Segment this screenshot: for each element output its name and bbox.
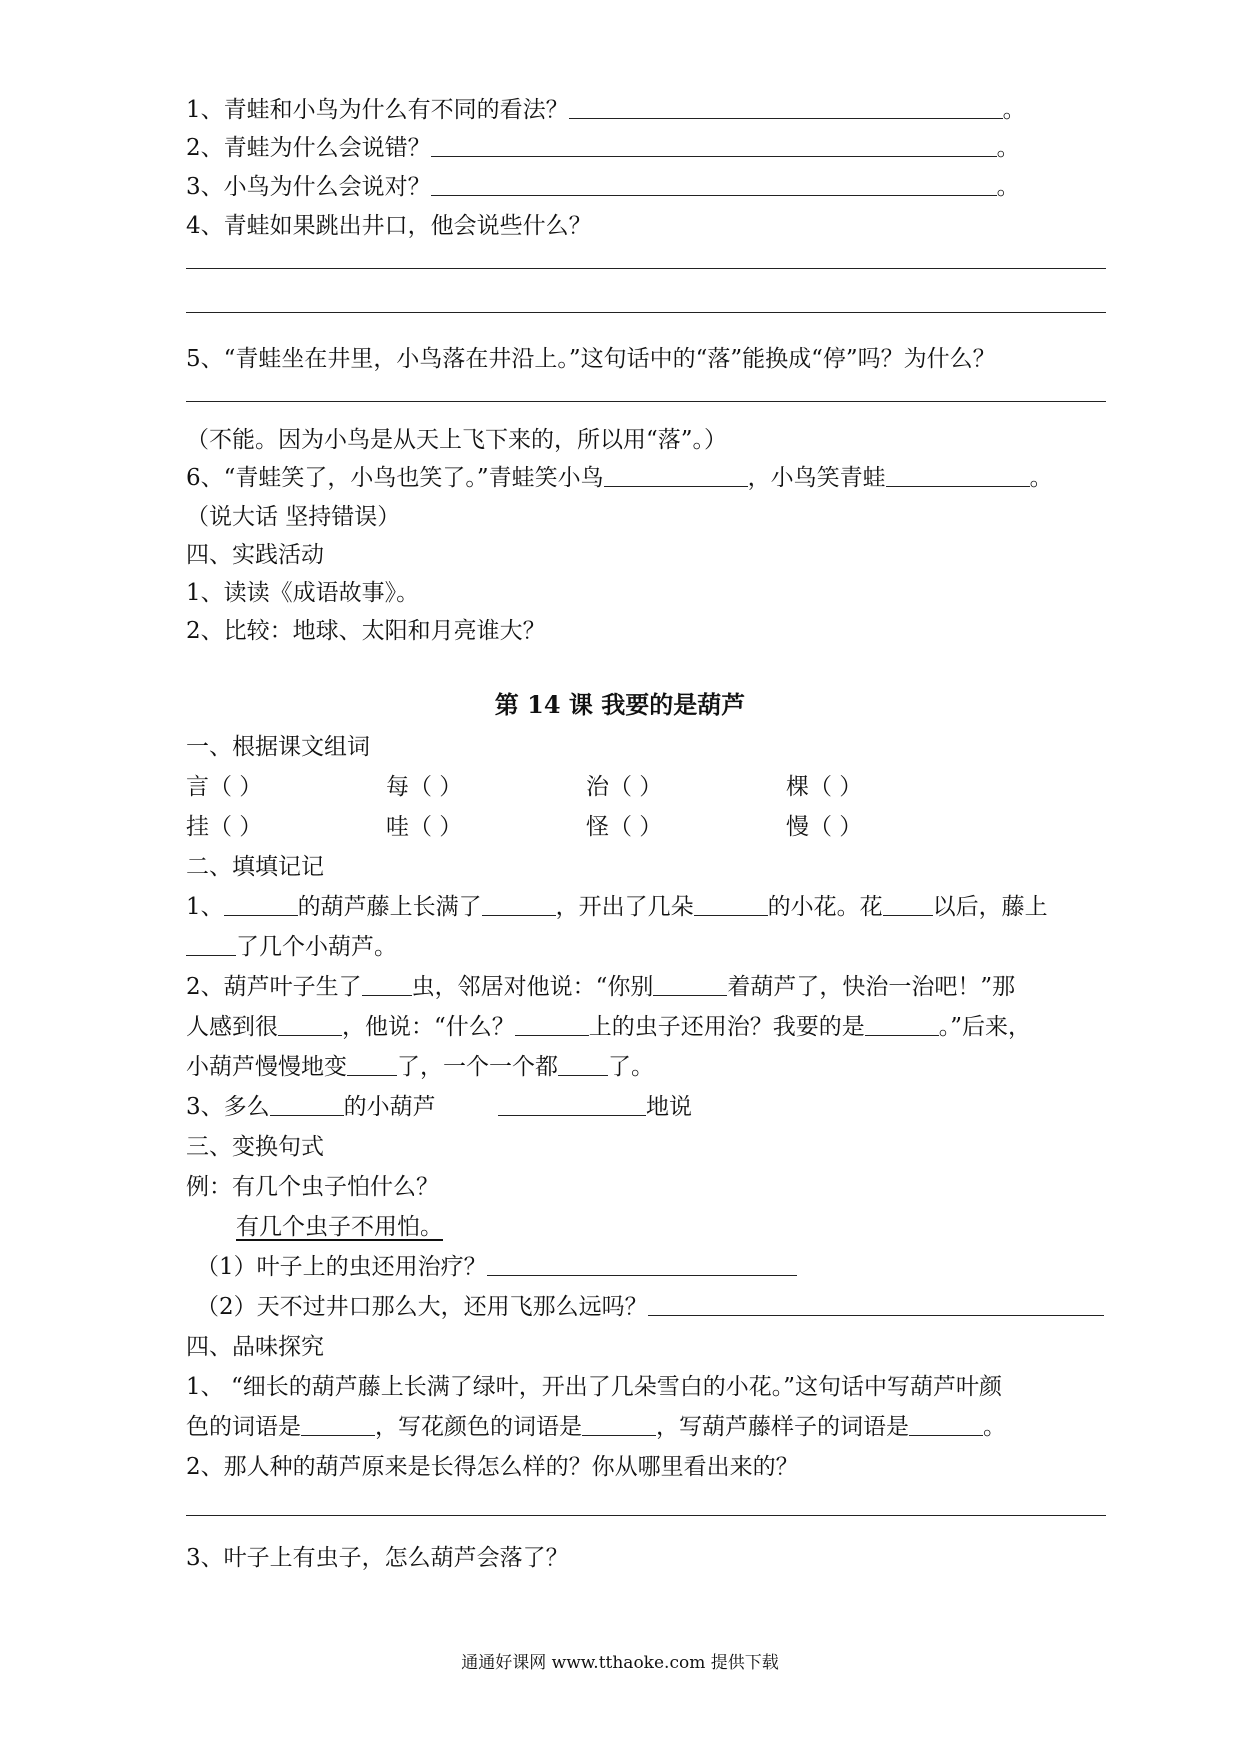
answer-blank[interactable]: [648, 1295, 1104, 1316]
fill-item-2-cont: 人感到很 ，他说：“什么？ 上的虫子还用治？我要的是 。”后来，: [186, 1014, 1032, 1040]
answer-blank[interactable]: [694, 895, 768, 916]
answer-blank[interactable]: [498, 1095, 646, 1116]
question-1: 1、青蛙和小鸟为什么有不同的看法？ 。: [186, 97, 1026, 123]
answer-blank[interactable]: [270, 1095, 344, 1116]
practice-item-1: 1、读读《成语故事》。: [186, 580, 420, 606]
explore-item-1: 1、 “细长的葫芦藤上长满了绿叶，开出了几朵雪白的小花。”这句话中写葫芦叶颜: [186, 1374, 1002, 1400]
answer-blank[interactable]: [487, 1255, 797, 1276]
question-2-text: 2、青蛙为什么会说错？: [186, 135, 431, 161]
question-3: 3、小鸟为什么会说对？ 。: [186, 174, 1020, 200]
answer-blank[interactable]: [224, 895, 298, 916]
example-answer: 有几个虫子不用怕。: [236, 1214, 443, 1240]
answer-blank[interactable]: [278, 1015, 342, 1036]
word-item: 棵（ ）: [786, 774, 863, 800]
explore-item-1-cont: 色的词语是 ，写花颜色的词语是 ，写葫芦藤样子的词语是 。: [186, 1414, 1006, 1440]
answer-line[interactable]: [186, 268, 1106, 269]
section-heading: 四、品味探究: [186, 1334, 324, 1360]
question-1-text: 1、青蛙和小鸟为什么有不同的看法？: [186, 97, 569, 123]
answer-blank[interactable]: [909, 1415, 983, 1436]
answer-blank[interactable]: [482, 895, 556, 916]
word-item: 治（ ）: [586, 774, 663, 800]
answer-blank[interactable]: [515, 1015, 589, 1036]
question-5-answer: （不能。因为小鸟是从天上飞下来的，所以用“落”。）: [186, 427, 728, 453]
fill-item-2: 2、葫芦叶子生了 虫，邻居对他说：“你别 着葫芦了，快治一治吧！”那: [186, 974, 1016, 1000]
word-item: 言（ ）: [186, 774, 263, 800]
word-item: 怪（ ）: [586, 814, 663, 840]
section-heading: 二、填填记记: [186, 854, 324, 880]
example-question: 例：有几个虫子怕什么？: [186, 1174, 439, 1200]
question-6-answer: （说大话 坚持错误）: [186, 504, 401, 530]
practice-item-2: 2、比较：地球、太阳和月亮谁大？: [186, 618, 546, 644]
word-item: 挂（ ）: [186, 814, 263, 840]
transform-item-2: （2）天不过井口那么大，还用飞那么远吗？: [196, 1293, 1104, 1321]
answer-blank[interactable]: [558, 1055, 608, 1076]
word-item: 哇（ ）: [386, 814, 463, 840]
answer-blank[interactable]: [431, 175, 997, 196]
answer-blank[interactable]: [886, 466, 1030, 487]
answer-blank[interactable]: [301, 1415, 375, 1436]
answer-blank[interactable]: [362, 975, 412, 996]
fill-item-1: 1、 的葫芦藤上长满了 ，开出了几朵 的小花。花 以后，藤上: [186, 894, 1048, 920]
answer-blank[interactable]: [431, 136, 997, 157]
fill-item-3-b: 地说: [498, 1093, 692, 1121]
answer-blank[interactable]: [186, 935, 236, 956]
lesson-title: 第 14 课 我要的是葫芦: [494, 690, 746, 719]
answer-line[interactable]: [186, 401, 1106, 402]
answer-blank[interactable]: [569, 98, 1003, 119]
page-footer: 通通好课网 www.tthaoke.com 提供下载: [461, 1653, 779, 1673]
word-item: 慢（ ）: [786, 814, 863, 840]
section-heading: 四、实践活动: [186, 542, 324, 568]
fill-item-2-cont: 小葫芦慢慢地变 了，一个一个都 了。: [186, 1054, 654, 1080]
answer-blank[interactable]: [883, 895, 933, 916]
answer-blank[interactable]: [582, 1415, 656, 1436]
answer-blank[interactable]: [347, 1055, 397, 1076]
section-heading: 一、根据课文组词: [186, 734, 370, 760]
transform-item-1: （1）叶子上的虫还用治疗？: [196, 1253, 797, 1281]
question-6: 6、“青蛙笑了，小鸟也笑了。”青蛙笑小鸟 ，小鸟笑青蛙 。: [186, 465, 1053, 491]
answer-blank[interactable]: [865, 1015, 939, 1036]
explore-item-3: 3、叶子上有虫子，怎么葫芦会落了？: [186, 1545, 569, 1571]
explore-item-2: 2、那人种的葫芦原来是长得怎么样的？你从哪里看出来的？: [186, 1454, 799, 1480]
fill-item-3: 3、多么 的小葫芦: [186, 1094, 436, 1120]
question-3-text: 3、小鸟为什么会说对？: [186, 174, 431, 200]
word-item: 每（ ）: [386, 774, 463, 800]
question-2: 2、青蛙为什么会说错？ 。: [186, 135, 1020, 161]
answer-blank[interactable]: [604, 466, 748, 487]
answer-line[interactable]: [186, 1515, 1106, 1516]
answer-line[interactable]: [186, 312, 1106, 313]
section-heading: 三、变换句式: [186, 1134, 324, 1160]
question-5: 5、“青蛙坐在井里，小鸟落在井沿上。”这句话中的“落”能换成“停”吗？为什么？: [186, 346, 996, 372]
question-4: 4、青蛙如果跳出井口，他会说些什么？: [186, 213, 592, 239]
fill-item-1-cont: 了几个小葫芦。: [186, 933, 397, 961]
answer-blank[interactable]: [653, 975, 727, 996]
